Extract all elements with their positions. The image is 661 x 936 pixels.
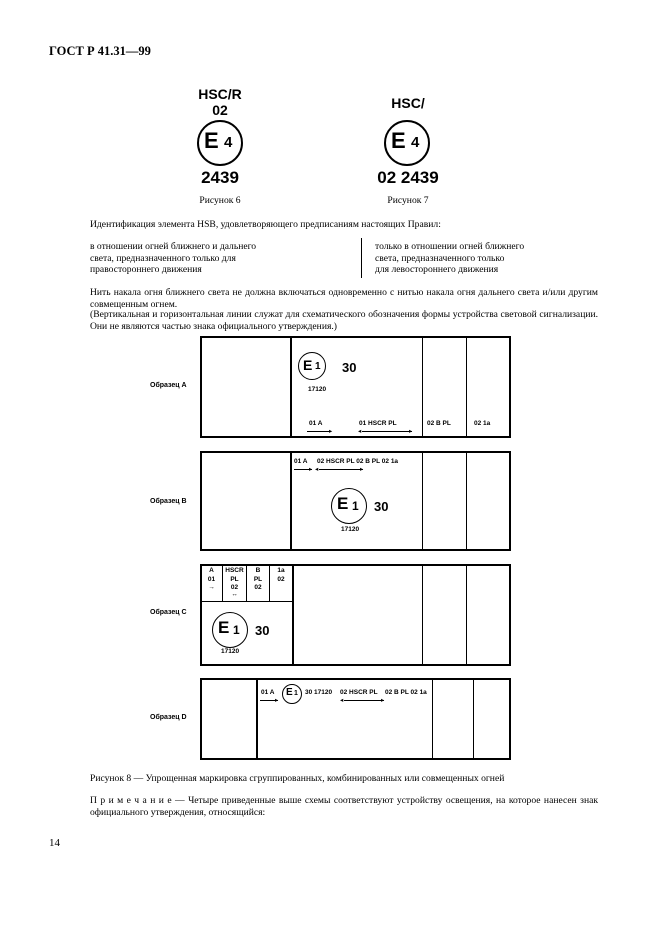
approval-letter: E	[218, 618, 230, 637]
sample-c-divider	[466, 564, 467, 666]
fig6-caption: Рисунок 6	[199, 195, 241, 206]
sample-b-marking-a: 01 A	[294, 458, 308, 465]
fig7-caption: Рисунок 7	[387, 195, 429, 206]
approval-letter: E	[286, 687, 293, 698]
paragraph-filament-text: Нить накала огня ближнего света не должна включаться одновременно с нитью накала огня дальнего света и/или другим совмещенным огнем.	[90, 287, 598, 310]
sample-b-divider	[422, 451, 423, 551]
arrow-right-icon: ▸	[360, 466, 364, 473]
sample-b-label: Образец В	[150, 498, 187, 505]
arrow-line	[319, 469, 363, 470]
sample-c-cell-text: 02	[254, 584, 262, 591]
arrow-right-icon: ▸	[329, 428, 333, 435]
sample-c-cell-text: 1a	[277, 567, 285, 574]
sample-c-cell-text: HSCR	[225, 567, 244, 574]
sample-d-divider	[256, 678, 258, 760]
approval-letter: E	[337, 494, 349, 513]
arrow-line	[362, 431, 412, 432]
arrow-left-icon: ◂	[315, 466, 319, 473]
sample-c-cell-text: 01	[207, 575, 216, 583]
approval-suffix: 30	[255, 623, 270, 638]
figure-8-caption: Рисунок 8 — Упрощенная маркировка сгруппированных, комбинированных или совмещенных огней	[90, 773, 505, 784]
figure-6	[180, 86, 260, 214]
sample-d-label: Образец D	[150, 714, 187, 721]
sample-c-cell-text: 02	[230, 584, 239, 591]
intro-text: Идентификация элемента HSB, удовлетворяющего предписаниям настоящих Правил:	[90, 219, 441, 230]
sample-c-divider	[422, 564, 423, 666]
sample-d-marking-2: 30 17120	[305, 689, 333, 696]
note-paragraph	[90, 795, 598, 818]
fig7-top-code: HSC/	[391, 95, 425, 111]
sample-c-cell-3	[247, 567, 269, 593]
sample-d-marking-4: 02 B PL 02 1a	[385, 689, 427, 696]
sample-a-divider	[466, 336, 467, 438]
sample-d-divider	[473, 678, 474, 760]
arrow-left-icon: ◂	[340, 697, 344, 704]
approval-country-number: 1	[233, 623, 240, 637]
approval-letter: E	[391, 128, 406, 153]
approval-suffix: 30	[374, 499, 389, 514]
sample-c-label: Образец С	[150, 609, 187, 616]
column-right-line: только в отношении огней ближнего	[375, 241, 525, 252]
column-left-line: света, предназначенного только для	[90, 252, 236, 264]
sample-c-cell-text: PL	[230, 575, 239, 583]
arrow-right-icon: ▸	[381, 697, 385, 704]
note-text: — Четыре приведенные выше схемы соответствуют устройству освещения, на которое нанесен знак официального утверждения, относящийся:	[90, 795, 598, 818]
sample-d-divider	[432, 678, 433, 760]
arrow-line	[344, 700, 384, 701]
sample-a-label: Образец А	[150, 382, 187, 389]
approval-country-number: 1	[315, 361, 321, 372]
arrow-both-icon: ↔	[231, 590, 238, 598]
sample-b-divider	[466, 451, 467, 551]
arrow-line	[307, 431, 331, 432]
approval-number: 17120	[221, 648, 240, 655]
arrow-right-icon: →	[208, 584, 215, 591]
approval-country-number: 1	[294, 690, 298, 697]
paragraph-lines-text: (Вертикальная и горизонтальная линии служат для схематического обозначения формы устройства световой сигнализации. Они не являются частью знака официального утверждения.)	[90, 309, 598, 332]
approval-country-number: 1	[352, 499, 359, 513]
sample-a-divider	[290, 336, 292, 438]
arrow-right-icon: ▸	[275, 697, 279, 704]
sample-b-divider	[290, 451, 292, 551]
approval-letter: E	[303, 357, 313, 373]
column-divider	[361, 238, 362, 278]
sample-a-marking-1: 01 A	[309, 420, 323, 427]
approval-country-number: 4	[411, 134, 420, 151]
column-right-line: света, предназначенного только	[375, 252, 505, 264]
sample-c-cell-border	[201, 601, 292, 602]
sample-c-cell-1	[201, 567, 222, 593]
sample-a-divider	[422, 336, 423, 438]
paragraph-lines	[90, 309, 598, 332]
approval-letter: E	[204, 128, 219, 153]
sample-b-marking-b: 02 HSCR PL 02 B PL 02 1a	[317, 458, 399, 465]
column-right-line: для левостороннего движения	[375, 264, 499, 275]
page-number: 14	[49, 837, 60, 849]
sample-a-marking-4: 02 1a	[474, 420, 491, 427]
column-right	[375, 241, 625, 276]
fig6-top-code: HSC/R	[198, 86, 242, 102]
fig6-approval-number: 2439	[201, 168, 239, 187]
sample-d-marking-1: 01 A	[261, 689, 275, 696]
column-left	[90, 241, 340, 276]
column-left-line: в отношении огней ближнего и дальнего	[90, 241, 257, 252]
fig6-sub-code: 02	[212, 102, 228, 118]
arrow-right-icon: ▸	[309, 466, 313, 473]
fig7-approval-number: 02 2439	[377, 168, 439, 187]
approval-number: 17120	[308, 386, 327, 393]
sample-c-cell-text: A	[209, 567, 214, 574]
sample-c-cell-text: 02	[277, 575, 285, 583]
figure-7	[358, 86, 458, 214]
column-left-line: правостороннего движения	[90, 264, 202, 275]
note-word: П р и м е ч а н и е	[90, 795, 172, 806]
sample-a-frame	[200, 336, 511, 438]
sample-c-cell-4	[270, 567, 292, 584]
sample-a-marking-3: 02 B PL	[427, 420, 451, 427]
approval-suffix: 30	[342, 360, 357, 375]
sample-c-cell-text: B	[255, 567, 261, 574]
approval-country-number: 4	[224, 134, 233, 151]
arrow-left-icon: ◂	[358, 428, 362, 435]
paragraph-filament	[90, 287, 598, 310]
sample-a-marking-2: 01 HSCR PL	[359, 420, 397, 427]
document-header: ГОСТ Р 41.31—99	[49, 44, 151, 58]
approval-number: 17120	[341, 526, 360, 533]
sample-c-cell-2	[223, 567, 246, 599]
sample-c-divider	[292, 564, 294, 666]
sample-d-marking-3: 02 HSCR PL	[340, 689, 378, 696]
arrow-right-icon: ▸	[409, 428, 413, 435]
sample-c-cell-text: PL	[253, 575, 263, 583]
